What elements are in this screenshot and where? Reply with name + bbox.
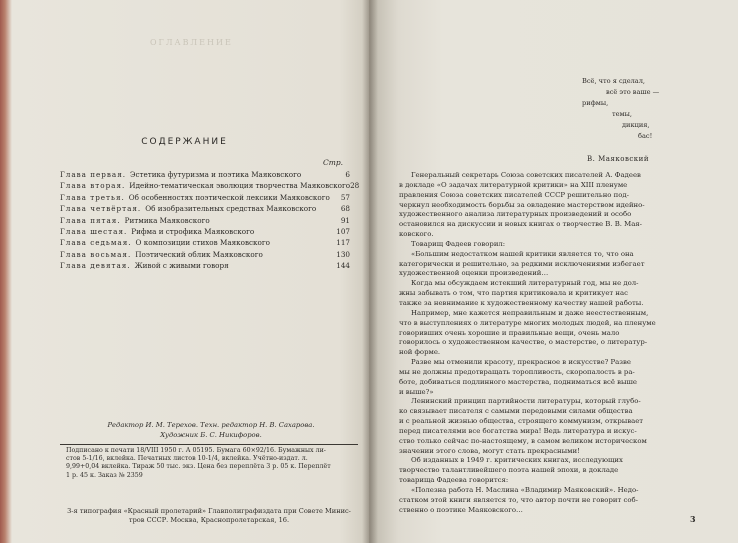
credits <box>66 420 356 440</box>
toc-chapter: Глава вторая. <box>60 181 126 191</box>
body-line: «Большим недостатком нашей критики является то, что она <box>411 249 634 258</box>
body-line: художественного анализа литературных произведений и особо <box>399 210 632 219</box>
body-line: Например, мне кажется неправильным и даже неестественным, <box>411 308 649 317</box>
epigraph <box>582 76 732 142</box>
toc-page: 107 <box>336 226 350 236</box>
printer-info <box>60 507 358 525</box>
toc-chapter-title: Рифма и строфика Маяковского <box>131 226 255 236</box>
body-line: статком этой книги является то, что автор почти не говорит соб- <box>399 495 638 504</box>
imprint-line: стов 5-1/16, вклейка. Печатных листов 10-1/4, вклейка. Учётно-издат. л. <box>66 455 308 463</box>
imprint-line: 9,99+0,04 вклейка. Тираж 50 тыс. экз. Цена без переплёта 3 р. 05 к. Переплёт <box>66 463 331 471</box>
imprint-line: Подписано к печати 18/VIII 1950 г. А 05195. Бумага 60×92/16. Бумажных ли- <box>66 447 326 454</box>
epigraph-line: дикция, <box>622 121 650 129</box>
body-line: что в выступлениях о литературе многих молодых людей, на пленуме <box>399 318 656 327</box>
body-line: значении этого слова, могут стать прекрасными! <box>399 446 580 455</box>
body-line: и с реальной жизнью общества, строящего коммунизм, открывает <box>399 417 644 426</box>
toc-entry <box>60 237 350 248</box>
epigraph-line: Всё, что я сделал, <box>582 77 646 85</box>
toc-entry <box>60 192 350 203</box>
toc-entry <box>60 169 350 180</box>
body-line: ковского. <box>399 230 434 239</box>
body-line: говоривших очень хорошие и правильные вещи, очень мало <box>399 328 620 337</box>
body-line: перед писателями все богатства мира! Ведь литература и искус- <box>399 426 637 435</box>
toc-page-column-label: Стр. <box>323 158 344 167</box>
toc-page: 57 <box>340 192 350 202</box>
printer-line: 3-я типография «Красный пролетарий» Главполиграфиздата при Совете Минис- <box>67 507 351 515</box>
body-line: ко связывает писателя с самыми передовыми силами общества <box>399 407 633 416</box>
body-line: творчество талантливейшего поэта нашей эпохи, в докладе <box>399 466 619 475</box>
body-line: и выше?» <box>399 387 434 396</box>
toc-chapter: Глава седьмая. <box>60 238 132 248</box>
toc-entry <box>60 260 350 271</box>
epigraph-line: рифмы, <box>582 99 609 107</box>
toc-page: 130 <box>336 249 350 259</box>
body-line: в докладе «О задачах литературной критики» на XIII пленуме <box>399 180 628 189</box>
printer-line: тров СССР. Москва, Краснопролетарская, 16. <box>128 516 290 524</box>
imprint-divider <box>60 444 358 445</box>
page-number: 3 <box>690 514 696 524</box>
toc-entry <box>60 215 350 226</box>
toc-chapter: Глава третья. <box>60 192 125 202</box>
body-line: Генеральный секретарь Союза советских писателей А. Фадеев <box>411 171 641 179</box>
epigraph-line: темы, <box>612 110 633 118</box>
imprint <box>66 447 356 480</box>
toc-page: 68 <box>340 204 350 214</box>
body-line: остановился на дискуссии и новых книгах о творчестве В. В. Мая- <box>399 220 642 229</box>
credits-line: Редактор И. М. Терехов. Техн. редактор Н. В. Сахарова. <box>107 421 315 429</box>
epigraph-line: бас! <box>638 132 653 140</box>
toc-page: 6 <box>345 170 350 179</box>
toc-chapter-title: Ритмика Маяковского <box>124 215 210 225</box>
epigraph-author: В. Маяковский <box>587 155 650 163</box>
body-line: Разве мы отменили красоту, прекрасное в искусстве? Разве <box>411 358 631 367</box>
toc-chapter-title: О композиции стихов Маяковского <box>135 238 270 248</box>
toc-entry <box>60 226 350 237</box>
toc-chapter-title: Идейно-тематическая эволюция творчества Маяковского <box>129 181 351 191</box>
body-line: художественной оценки произведений… <box>399 269 549 278</box>
table-of-contents <box>60 169 360 272</box>
toc-page: 117 <box>336 238 350 248</box>
epigraph-line: всё это ваше — <box>606 88 660 96</box>
body-line: ной форме. <box>399 348 441 357</box>
toc-entry <box>60 249 350 260</box>
body-line: говорилось о художественном качестве, о мастерстве, о литератур- <box>399 338 648 347</box>
body-line: жны забывать о том, что партия критиковала и критикует нас <box>399 289 628 298</box>
body-line: «Полезна работа Н. Маслина «Владимир Маяковский». Недо- <box>411 486 639 494</box>
toc-page: 91 <box>340 215 350 225</box>
toc-chapter: Глава девятая. <box>60 261 131 271</box>
body-line: боте, добиваться подлинного мастерства, подниматься всё выше <box>399 377 638 386</box>
body-line: Когда мы обсуждаем истекший литературный год, мы не дол- <box>411 279 639 288</box>
body-line: Товарищ Фадеев говорил: <box>411 239 506 248</box>
toc-page: 28 <box>350 181 360 191</box>
body-line: Об изданных в 1949 г. критических книгах, исследующих <box>411 456 623 465</box>
toc-chapter-title: Об изобразительных средствах Маяковского <box>145 204 317 214</box>
toc-chapter-title: Об особенностях поэтической лексики Маяковского <box>128 192 330 202</box>
bleed-through-text: ОГЛАВЛЕНИЕ <box>150 38 233 47</box>
toc-chapter: Глава пятая. <box>60 215 121 225</box>
right-page <box>369 0 738 543</box>
toc-page: 144 <box>336 261 350 271</box>
body-line: Ленинский принцип партийности литературы, который глубо- <box>411 397 641 406</box>
body-line: ственно о поэтике Маяковского… <box>399 505 523 514</box>
body-line: категорически и решительно, за редкими исключениями избегает <box>399 259 645 268</box>
imprint-line: 1 р. 45 к. Заказ № 2359 <box>66 471 143 479</box>
body-line: черкнул необходимость борьбы за овладение мастерством идейно- <box>399 200 645 209</box>
body-line: также за невнимание к художественному качеству нашей работы. <box>399 298 644 307</box>
body-text <box>399 171 721 516</box>
body-line: правления Союза советских писателей СССР решительно под- <box>399 190 629 199</box>
body-line: товарища Фадеева говорится: <box>399 476 509 485</box>
toc-chapter-title: Эстетика футуризма и поэтика Маяковского <box>130 170 302 179</box>
toc-chapter: Глава восьмая. <box>60 249 132 259</box>
toc-title: СОДЕРЖАНИЕ <box>141 137 228 147</box>
credits-line: Художник Б. С. Никифоров. <box>160 431 262 439</box>
toc-chapter: Глава четвёртая. <box>60 204 142 214</box>
body-line: мы не должны предотвращать торопливость, скоропалость в ра- <box>399 367 635 376</box>
body-line: ство только сейчас по-настоящему, в самом великом историческом <box>399 436 647 445</box>
toc-chapter: Глава первая. <box>60 170 127 179</box>
book-gutter <box>362 0 378 543</box>
toc-chapter-title: Поэтический облик Маяковского <box>135 249 263 259</box>
toc-chapter-title: Живой с живыми говоря <box>134 261 229 271</box>
toc-entry <box>60 180 360 191</box>
toc-chapter: Глава шестая. <box>60 226 128 236</box>
toc-entry <box>60 203 350 214</box>
